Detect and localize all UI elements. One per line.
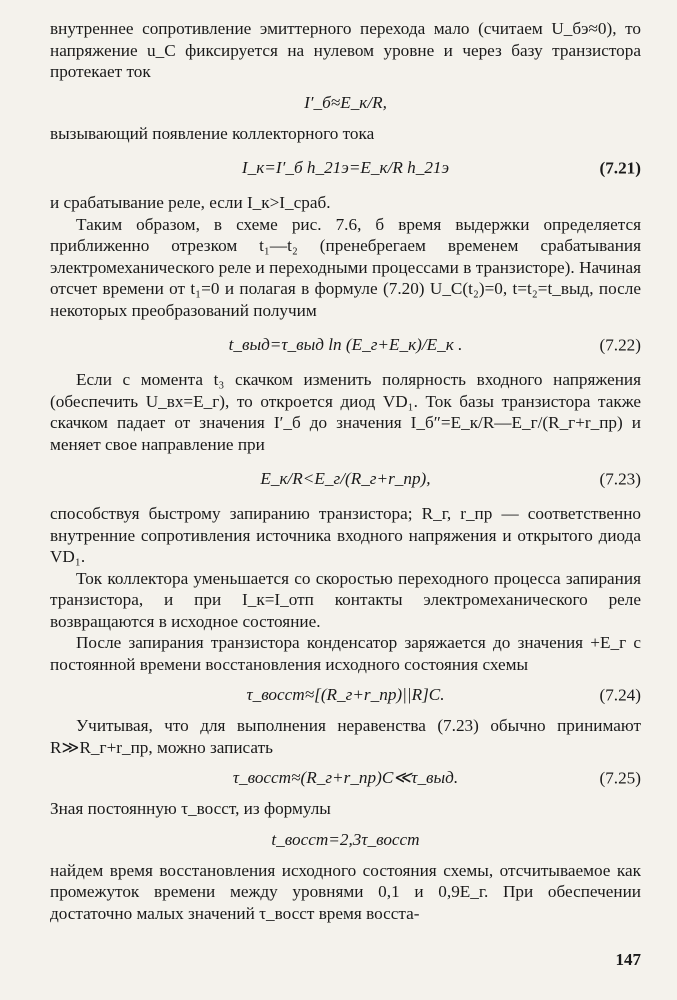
formula-number: (7.24) xyxy=(599,685,641,705)
formula-7-24 xyxy=(50,679,641,711)
formula-number: (7.22) xyxy=(599,335,641,355)
formula-text: τ_восст≈(R_г+r_пр)C≪τ_выд. xyxy=(232,768,459,788)
formula-number: (7.21) xyxy=(599,158,641,178)
formula-number: (7.23) xyxy=(599,469,641,489)
formula-text: I′_б≈E_к/R, xyxy=(304,92,387,112)
paragraph-11: найдем время восстановления исходного состояния схемы, отсчитываемое как промежуток времени между уровнями 0,1 и 0,9E_г. При обеспечении достаточно малых значений τ_восст время восста- xyxy=(50,860,641,923)
paragraph-8: После запирания транзистора конденсатор заряжается до значения +E_г с постоянной времени восстановления исходного состояния схемы xyxy=(50,633,641,674)
formula-7-23 xyxy=(50,459,641,499)
paragraph-1: внутреннее сопротивление эмиттерного перехода мало (считаем U_бэ≈0), то напряжение u_C фиксируется на нулевом уровне и через базу транзистора протекает ток xyxy=(50,19,641,81)
formula-text: τ_восст≈[(R_г+r_пр)||R]C. xyxy=(246,685,445,705)
formula-number: (7.25) xyxy=(599,768,641,788)
formula-base-current xyxy=(50,87,641,119)
formula-text: t_выд=τ_выд ln (E_г+E_к)/E_к . xyxy=(228,335,463,355)
formula-text: t_восст=2,3τ_восст xyxy=(271,829,420,849)
paragraph-5: Если с момента t₃ скачком изменить полярность входного напряжения (обеспечить U_вх=E_г), то откроется диод VD₁. Ток базы транзистора также скачком падает от значения I′_б до значения I_б″=E_к/R—E_г/(R_г+r_пр) и меняет свое направление при xyxy=(50,370,641,454)
paragraph-2: вызывающий появление коллекторного тока xyxy=(50,123,375,143)
formula-7-22 xyxy=(50,325,641,365)
formula-text: E_к/R<E_г/(R_г+r_пр), xyxy=(260,469,431,489)
formula-text: I_к=I′_б h_21э=E_к/R h_21э xyxy=(241,158,450,178)
paragraph-3: и срабатывание реле, если I_к>I_сраб. xyxy=(50,193,331,212)
paragraph-4: Таким образом, в схеме рис. 7.6, б время выдержки определяется приближенно отрезком t₁—t₂ (пренебрегаем временем срабатывания электромеханического реле и переходными процессами в транзисторе). Начиная отсчет времени от t₁=0 и полагая в формуле (7.20) U_C(t₂)=0, t=t₂=t_выд, после некоторых преобразований получим xyxy=(50,214,641,320)
page-number: 147 xyxy=(615,949,641,969)
paragraph-6: способствуя быстрому запиранию транзистора; R_г, r_пр — соответственно внутренние сопротивления источника входного напряжения и открытого диода VD₁. xyxy=(50,504,641,566)
paragraph-9: Учитывая, что для выполнения неравенства (7.23) обычно принимают R≫R_г+r_пр, можно записать xyxy=(50,716,641,757)
paragraph-7: Ток коллектора уменьшается со скоростью переходного процесса запирания транзистора, и при I_к=I_отп контакты электромеханического реле возвращаются в исходное состояние. xyxy=(50,568,641,631)
paragraph-10: Зная постоянную τ_восст, из формулы xyxy=(50,799,331,818)
formula-7-25 xyxy=(50,762,641,794)
formula-7-21 xyxy=(50,148,641,188)
formula-recovery-time xyxy=(50,824,641,856)
